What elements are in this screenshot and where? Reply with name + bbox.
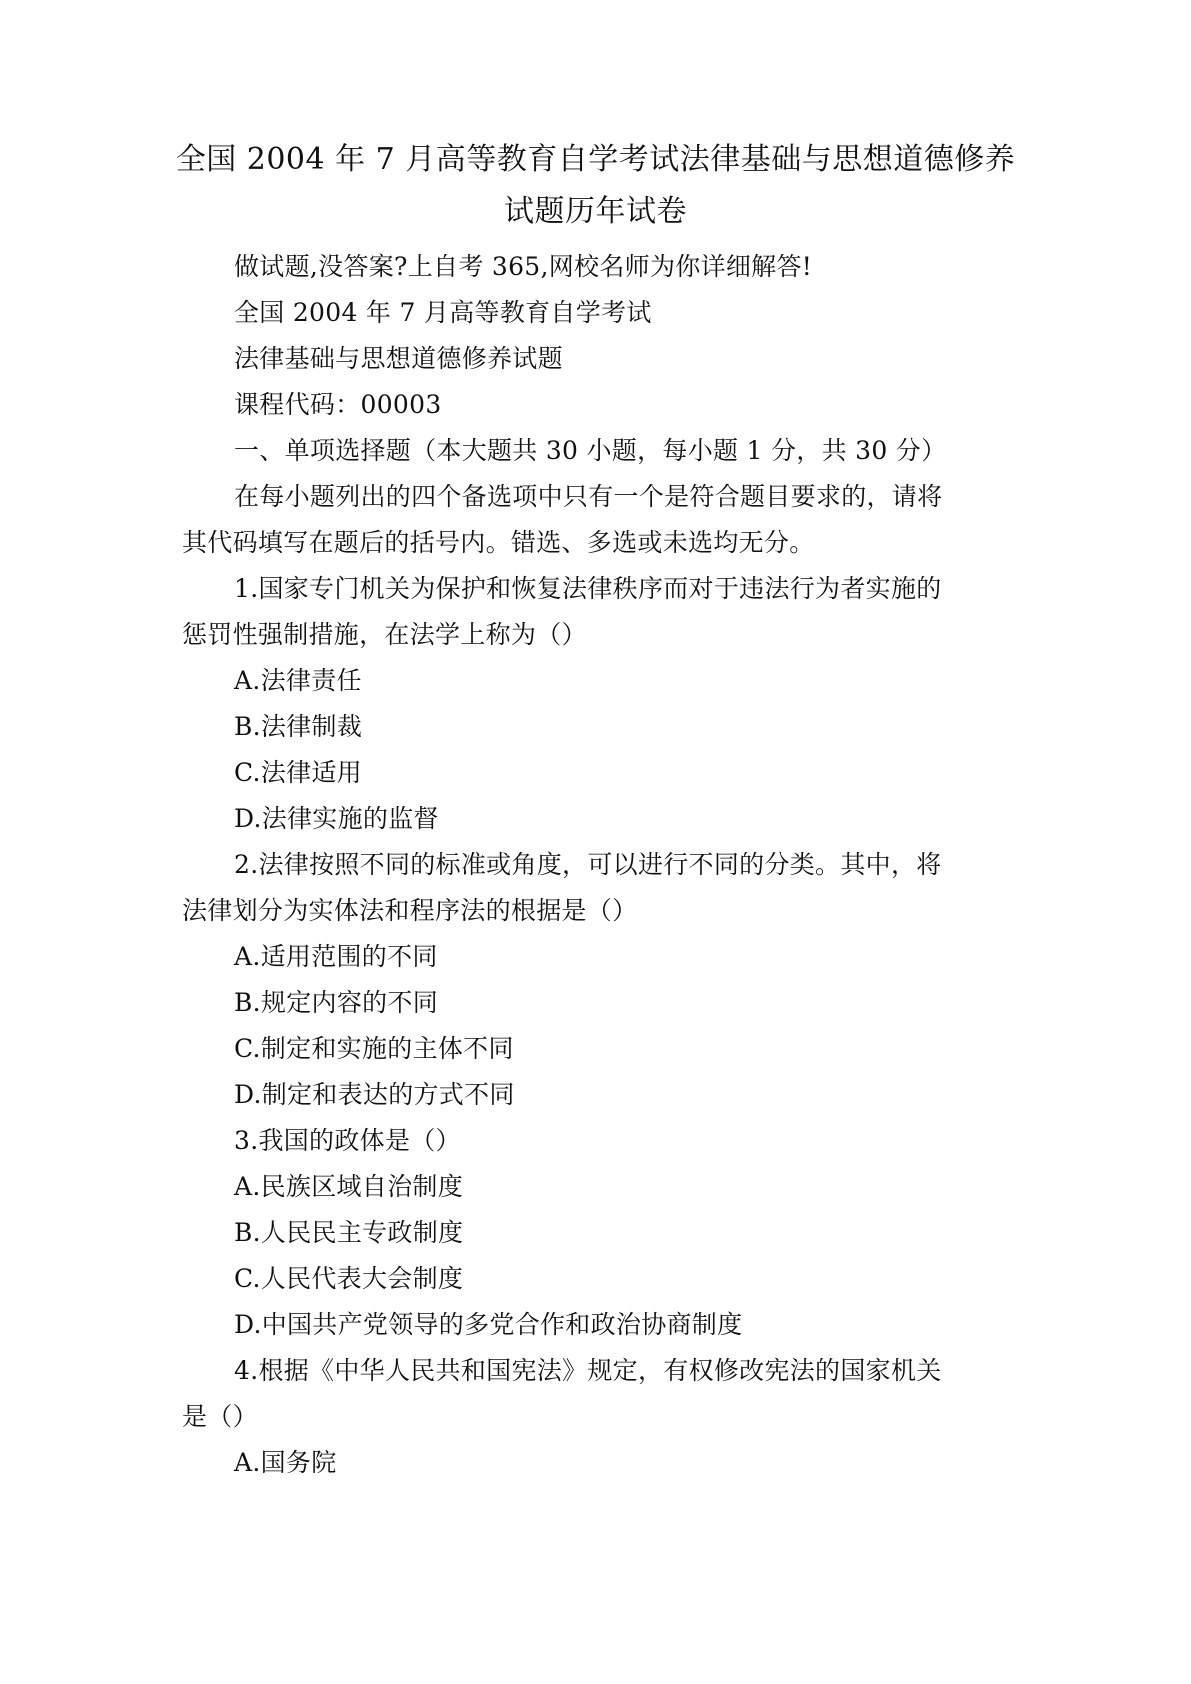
question-3-stem: 3.我国的政体是（） xyxy=(234,1126,461,1155)
question-2-option-a: A.适用范围的不同 xyxy=(234,942,438,971)
question-3-option-b: B.人民民主专政制度 xyxy=(234,1218,464,1247)
question-1-option-c: C.法律适用 xyxy=(234,758,362,787)
question-2-option-c: C.制定和实施的主体不同 xyxy=(234,1034,514,1063)
document-title-line-1: 全国 2004 年 7 月高等教育自学考试法律基础与思想道德修养 xyxy=(175,142,1016,177)
question-4-stem-line-1: 4.根据《中华人民共和国宪法》规定，有权修改宪法的国家机关 xyxy=(234,1356,942,1385)
question-1-option-d: D.法律实施的监督 xyxy=(234,804,439,833)
question-1-stem-line-1: 1.国家专门机关为保护和恢复法律秩序而对于违法行为者实施的 xyxy=(234,574,942,603)
question-4-option-a: A.国务院 xyxy=(234,1448,337,1477)
question-3-option-a: A.民族区域自治制度 xyxy=(234,1172,464,1201)
question-3-option-c: C.人民代表大会制度 xyxy=(234,1264,464,1293)
question-2-stem-line-2: 法律划分为实体法和程序法的根据是（） xyxy=(182,896,638,925)
question-2-option-d: D.制定和表达的方式不同 xyxy=(234,1080,515,1109)
question-3-option-d: D.中国共产党领导的多党合作和政治协商制度 xyxy=(234,1310,743,1339)
course-code: 课程代码：00003 xyxy=(234,390,442,419)
question-1-option-a: A.法律责任 xyxy=(234,666,362,695)
document-title-line-2: 试题历年试卷 xyxy=(504,194,687,229)
section-instruction-line-1: 在每小题列出的四个备选项中只有一个是符合题目要求的，请将 xyxy=(234,482,943,511)
question-2-option-b: B.规定内容的不同 xyxy=(234,988,439,1017)
exam-line: 全国 2004 年 7 月高等教育自学考试 xyxy=(234,298,652,327)
question-1-stem-line-2: 惩罚性强制措施，在法学上称为（） xyxy=(182,620,587,649)
section-heading: 一、单项选择题（本大题共 30 小题，每小题 1 分，共 30 分） xyxy=(234,436,947,465)
question-4-stem-line-2: 是（） xyxy=(182,1402,258,1431)
question-1-option-b: B.法律制裁 xyxy=(234,712,363,741)
section-instruction-line-2: 其代码填写在题后的括号内。错选、多选或未选均无分。 xyxy=(182,528,815,557)
subject-line: 法律基础与思想道德修养试题 xyxy=(234,344,563,373)
promo-text: 做试题,没答案?上自考 365,网校名师为你详细解答! xyxy=(234,252,813,281)
question-2-stem-line-1: 2.法律按照不同的标准或角度，可以进行不同的分类。其中，将 xyxy=(234,850,942,879)
